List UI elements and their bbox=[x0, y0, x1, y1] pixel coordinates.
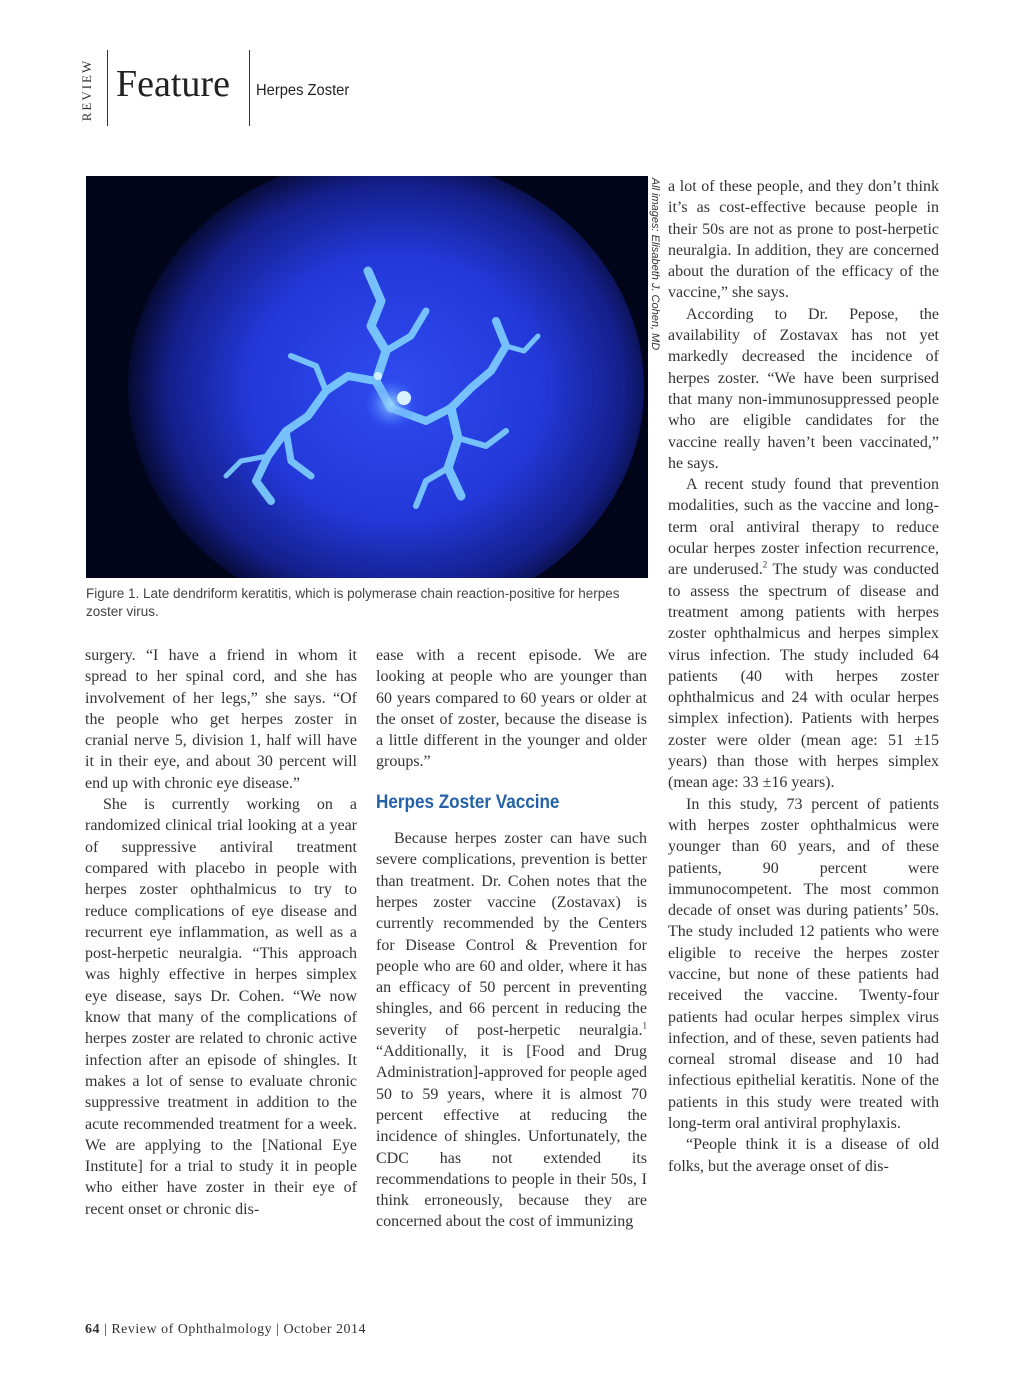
article-column-2 bbox=[376, 645, 647, 1233]
paragraph: In this study, 73 percent of patients with herpes zoster ophthalmicus were younger than 60 years, and of these patients, 90 percent were immunocompetent. The most common decade of onset was during patients’ 50s. The study included 12 patients who were eligible to receive the herpes zoster vaccine, but none of these patients had received the vaccine. Twenty-four patients had ocular herpes simplex virus infection, and of these, seven patients had corneal stromal disease and 10 had infectious epithelial keratitis. None of the patients in this study were treated with long-term oral antiviral prophylaxis. bbox=[668, 795, 939, 1133]
paragraph: According to Dr. Pepose, the availability of Zostavax has not yet markedly decreased the incidence of herpes zoster. “We have been surprised that many non-immunosuppressed people who are eligible candidates for the vaccine really haven’t been vaccinated,” he says. bbox=[668, 305, 939, 472]
paragraph: A recent study found that prevention modalities, such as the vaccine and long-term oral antiviral therapy to reduce ocular herpes zoster infection recurrence, are underused.$^2$ The study was conducted to assess the spectrum of disease and treatment among patients with herpes zoster ophthalmicus and herpes simplex virus infection. The study included 64 patients (40 with herpes zoster ophthalmicus and 24 with ocular herpes simplex infection). Patients with herpes zoster were older (mean age: 51 ±15 years) than those with herpes simplex (mean age: 33 ±16 years). bbox=[668, 476, 940, 792]
reference-marker: 2 bbox=[762, 560, 768, 571]
header-divider bbox=[107, 50, 108, 126]
article-column-3 bbox=[668, 176, 939, 1177]
page-number: 64 bbox=[85, 1322, 100, 1337]
keratitis-photo bbox=[86, 176, 648, 578]
topic-label: Herpes Zoster bbox=[256, 82, 350, 99]
issue-date: October 2014 bbox=[283, 1322, 367, 1337]
paragraph: Because herpes zoster can have such severe complications, prevention is better than treatment. Dr. Cohen notes that the herpes zoster vaccine (Zostavax) is currently recommended by the Centers for Disease Control & Prevention for people who are 60 and older, where it has an efficacy of 50 percent in preventing shingles, and 66 percent in reducing the severity of post-herpetic neuralgia.$^1$ “Additionally, it is [Food and Drug Administration]-approved for people aged 50 to 59 years, where it is almost 70 percent effective at reducing the incidence of shingles. Unfortunately, the CDC has not extended its recommendations to people in their 50s, I think erroneously, because they are concerned about the cost of immunizing bbox=[376, 830, 647, 1231]
reference-marker: 1 bbox=[642, 1020, 647, 1031]
header-divider bbox=[249, 50, 250, 126]
paragraph: a lot of these people, and they don’t think it’s as cost-effective because people in their 50s are not as prone to post-herpetic neuralgia. In addition, they are concerned about the duration of the efficacy of the vaccine,” she says. bbox=[668, 178, 939, 302]
paragraph: ease with a recent episode. We are looking at people who are younger than 60 years compared to 60 years or older at the onset of zoster, because the disease is a little different in the younger and older groups.” bbox=[376, 647, 647, 771]
figure-caption: Figure 1. Late dendriform keratitis, which is polymerase chain reaction-positive for herpes zoster virus. bbox=[86, 586, 620, 619]
section-label: REVIEW bbox=[79, 58, 94, 122]
section-heading: Herpes Zoster Vaccine bbox=[376, 791, 560, 813]
paragraph: She is currently working on a randomized clinical trial looking at a year of suppressive antiviral treatment compared with placebo in people with herpes zoster ophthalmicus to try to reduce complications of eye disease and recurrent eye inflammation, as well as a post-herpetic neuralgia. “This approach was highly effective in herpes simplex eye disease, says Dr. Cohen. “We now know that many of the complications of herpes zoster are related to chronic active infection after an episode of shingles. It makes a lot of sense to evaluate chronic suppressive treatment in addition to the acute recommended treatment for a week. We are applying to the [National Eye Institute] for a trial to study it in people who either have zoster in their eye of recent onset or chronic dis- bbox=[85, 796, 357, 1218]
article-column-1 bbox=[85, 645, 357, 1220]
paragraph: “People think it is a disease of old folks, but the average onset of dis- bbox=[668, 1136, 939, 1175]
paragraph: surgery. “I have a friend in whom it spread to her spinal cord, and she has involvement of her legs,” she says. “Of the people who get herpes zoster in cranial nerve 5, division 1, half will have it in their eye, and about 30 percent will end up with chronic eye disease.” bbox=[85, 647, 357, 792]
figure-image bbox=[86, 176, 648, 578]
publication-name: Review of Ophthalmology bbox=[111, 1322, 273, 1337]
feature-title: Feature bbox=[116, 63, 230, 105]
page-footer: 64 | Review of Ophthalmology | October 2014 bbox=[85, 1322, 367, 1337]
photo-credit: All images: Elisabeth J. Cohen, MD bbox=[649, 177, 661, 351]
